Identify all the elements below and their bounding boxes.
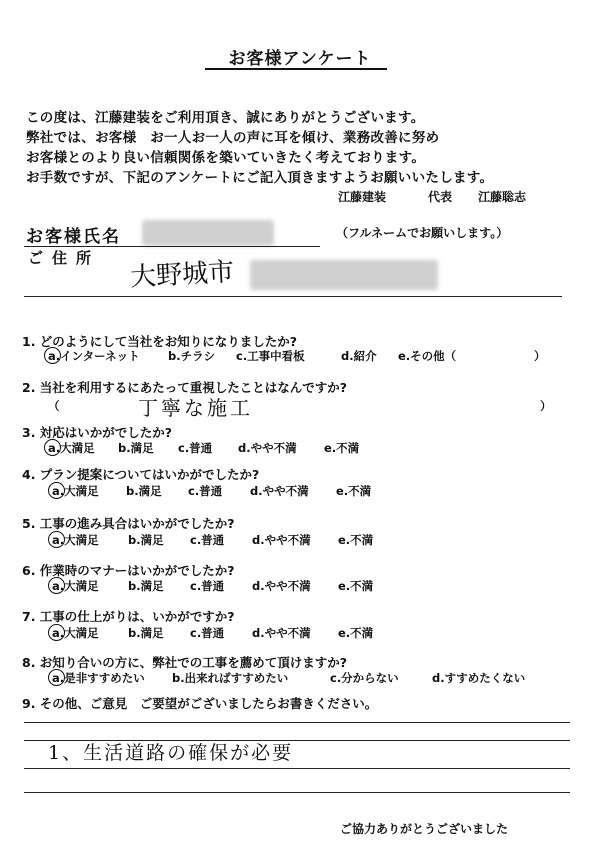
customer-address-underline [24, 296, 562, 297]
question-6-label: 6. 作業時のマナーはいかがでしたか? [22, 563, 235, 578]
q7-option-b: b.満足 [128, 626, 164, 640]
q8-option-b: b.出来ればすすめたい [172, 671, 289, 685]
customer-name-note: （フルネームでお願いします。） [336, 226, 509, 240]
customer-address-handwritten: 大野城市 [129, 257, 235, 293]
question-4-label: 4. プラン提案についてはいかがでしたか? [22, 467, 260, 482]
page-title: お客様アンケート [228, 49, 372, 69]
q4-option-b: b.満足 [126, 484, 162, 498]
q1-option-a: a.インターネット [48, 349, 140, 363]
customer-name-redacted [142, 220, 274, 246]
signature-rep-title: 代表 [428, 190, 453, 204]
q3-option-a: a.大満足 [48, 441, 95, 455]
question-8-label: 8. お知り合いの方に、弊社での工事を薦めて頂けますか? [22, 655, 348, 670]
q8-option-c: c.分からない [330, 671, 399, 685]
q1-option-d: d.紹介 [341, 349, 377, 363]
title-underline [205, 68, 387, 70]
question-3-label: 3. 対応はいかがでしたか? [22, 425, 173, 440]
q5-option-d: d.やや不満 [252, 533, 311, 547]
q3-option-d: d.やや不満 [238, 441, 297, 455]
q4-option-e: e.不満 [336, 484, 372, 498]
customer-address-label: ご住所 [28, 249, 101, 267]
intro-line-2: 弊社では、お客様 お一人お一人の声に耳を傾け、業務改善に努め [26, 130, 440, 146]
customer-name-label: お客様氏名 [26, 227, 121, 247]
q8-option-d: d.すすめたくない [432, 671, 526, 685]
q6-option-d: d.やや不満 [252, 579, 311, 593]
q9-handwritten-comment: 1、生活道路の確保が必要 [48, 742, 294, 764]
q4-option-d: d.やや不満 [250, 484, 309, 498]
question-9-label: 9. その他、ご意見 ご要望がございましたらお書きください。 [22, 696, 378, 711]
intro-line-3: お客様とのより良い信頼関係を築いていきたく考えております。 [26, 150, 426, 166]
q5-option-b: b.満足 [128, 533, 164, 547]
comment-line-3 [24, 768, 570, 769]
signature-company: 江藤建装 [338, 190, 387, 204]
q1-option-c: c.工事中看板 [236, 349, 305, 363]
q1-option-b: b.チラシ [168, 349, 216, 363]
q6-option-b: b.満足 [128, 579, 164, 593]
footer-thanks: ご協力ありがとうございました [340, 822, 509, 836]
signature-rep-name: 江藤聡志 [478, 190, 527, 204]
q7-option-e: e.不満 [338, 626, 374, 640]
q7-option-c: c.普通 [190, 626, 225, 640]
question-5-label: 5. 工事の進み具合はいかがでしたか? [22, 516, 235, 531]
q6-option-e: e.不満 [338, 579, 374, 593]
q7-option-a: a.大満足 [52, 626, 99, 640]
customer-address-redacted [250, 260, 438, 290]
comment-line-1 [24, 722, 570, 723]
q6-option-c: c.普通 [190, 579, 225, 593]
q3-option-b: b.満足 [118, 441, 154, 455]
q2-answer-close: ） [540, 399, 552, 413]
question-2-label: 2. 当社を利用するにあたって重視したことはなんですか? [22, 380, 348, 395]
q5-option-a: a.大満足 [52, 533, 99, 547]
q2-handwritten-answer: 丁寧な施工 [138, 396, 253, 420]
q2-answer-open: （ [48, 399, 60, 413]
intro-line-1: この度は、江藤建装をご利用頂き、誠にありがとうございます。 [26, 110, 425, 126]
q8-option-a: a.是非すすめたい [52, 671, 145, 685]
q7-option-d: d.やや不満 [252, 626, 311, 640]
q3-option-c: c.普通 [178, 441, 213, 455]
intro-line-4: お手数ですが、下記のアンケートにご記入頂きますようお願いいたします。 [26, 170, 494, 186]
q1-option-e: e.その他（ [398, 349, 457, 363]
q1-option-e-close: ） [534, 349, 546, 363]
q3-option-e: e.不満 [324, 441, 360, 455]
comment-line-4 [24, 792, 570, 793]
q6-option-a: a.大満足 [52, 579, 99, 593]
q4-option-a: a.大満足 [52, 484, 99, 498]
q5-option-e: e.不満 [338, 533, 374, 547]
question-1-label: 1. どのようにして当社をお知りになりましたか? [22, 334, 298, 349]
question-7-label: 7. 工事の仕上がりは、いかがですか? [22, 609, 235, 624]
q5-option-c: c.普通 [190, 533, 225, 547]
q4-option-c: c.普通 [188, 484, 223, 498]
